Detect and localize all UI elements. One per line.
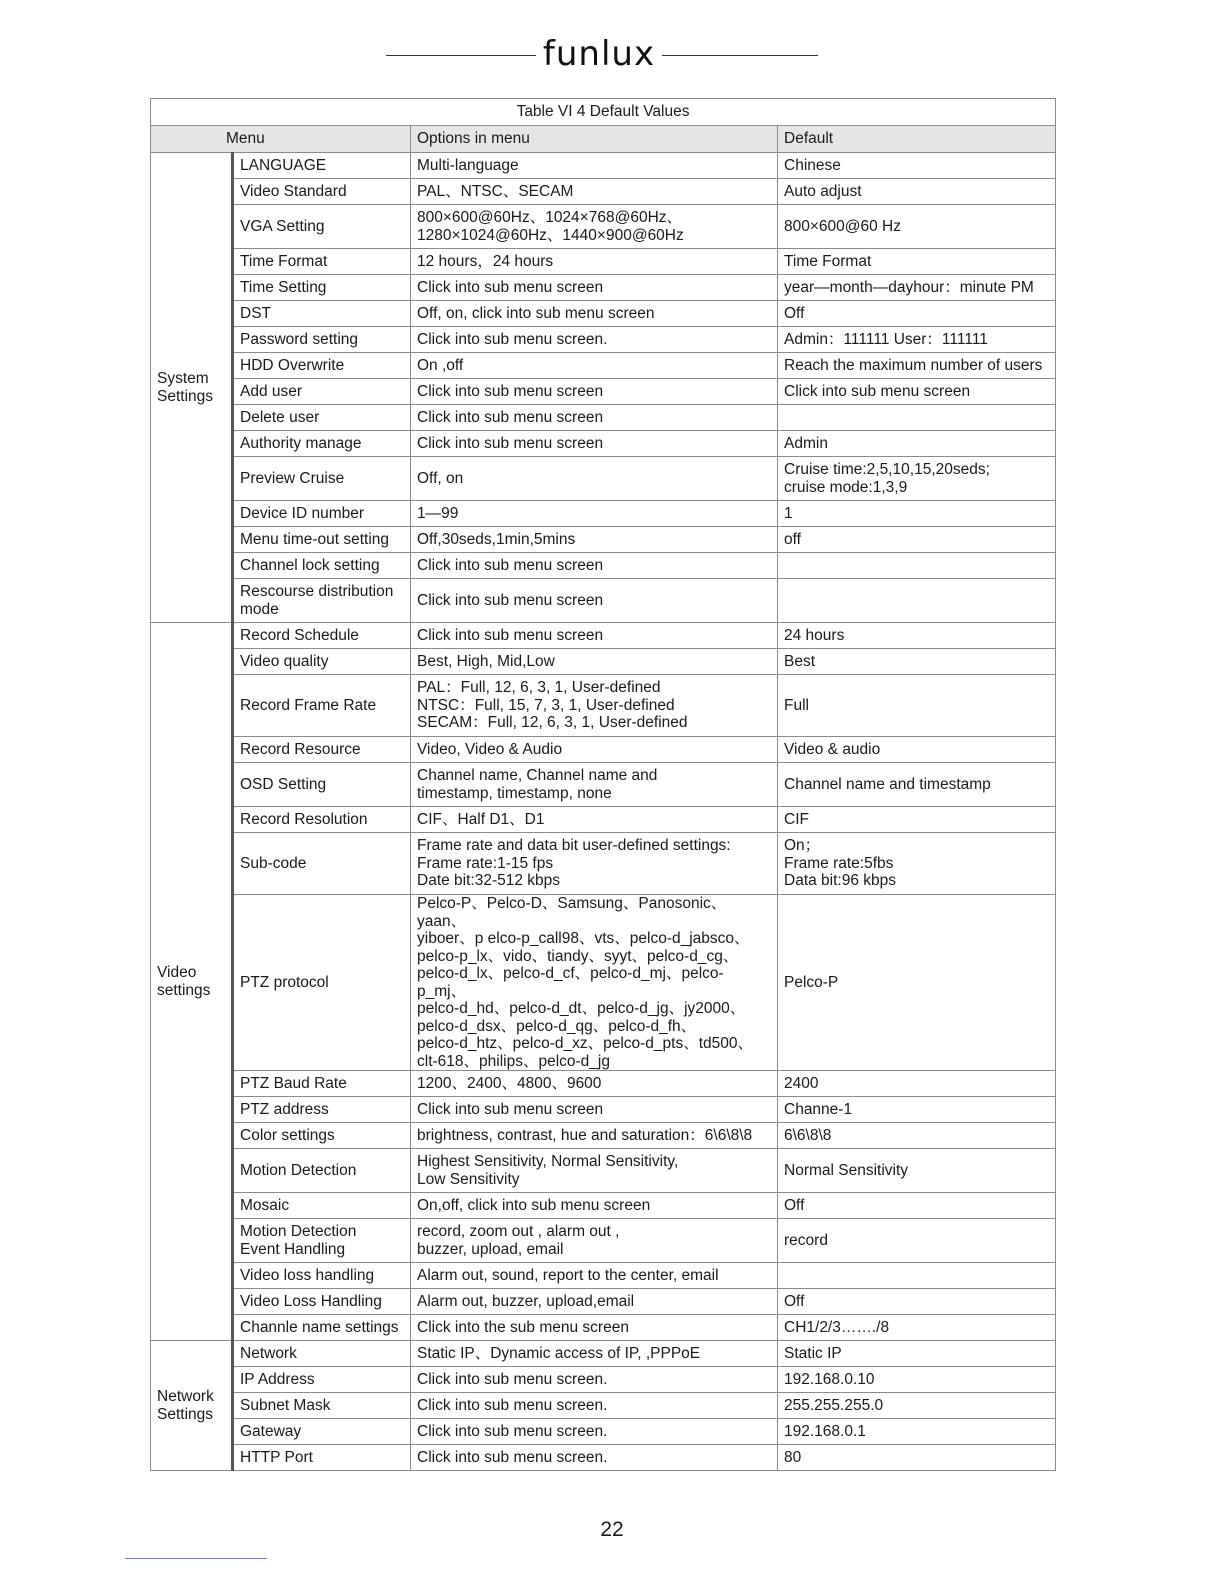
menu-item-cell: IP Address: [233, 1367, 411, 1393]
options-cell: PAL：Full, 12, 6, 3, 1, User-defined NTSC：Full, 15, 7, 3, 1, User-defined SECAM：Full, 12, 6, 3, 1, User-defined: [411, 675, 778, 737]
header-rule-right: [662, 55, 818, 56]
default-cell: Admin: [778, 431, 1056, 457]
table-row: [151, 807, 1056, 833]
table-row: [151, 579, 1056, 623]
default-cell: Chinese: [778, 153, 1056, 179]
menu-item-cell: Authority manage: [233, 431, 411, 457]
table-row: [151, 379, 1056, 405]
default-cell: Cruise time:2,5,10,15,20seds; cruise mode:1,3,9: [778, 457, 1056, 501]
menu-item-cell: VGA Setting: [233, 205, 411, 249]
default-cell: Channel name and timestamp: [778, 763, 1056, 807]
table-row: [151, 1263, 1056, 1289]
menu-item-cell: Time Setting: [233, 275, 411, 301]
menu-item-cell: Network: [233, 1341, 411, 1367]
menu-item-cell: Video Standard: [233, 179, 411, 205]
menu-item-cell: Add user: [233, 379, 411, 405]
menu-item-cell: Device ID number: [233, 501, 411, 527]
menu-item-cell: Menu time-out setting: [233, 527, 411, 553]
page-number: 22: [600, 1518, 624, 1541]
table-row: [151, 737, 1056, 763]
table-row: [151, 205, 1056, 249]
default-cell: Pelco-P: [778, 895, 1056, 1071]
default-cell: Channe-1: [778, 1097, 1056, 1123]
options-cell: Click into sub menu screen.: [411, 1393, 778, 1419]
options-cell: 1—99: [411, 501, 778, 527]
brand-logo: funlux: [542, 34, 656, 74]
group-label-network: Network Settings: [151, 1341, 233, 1471]
options-cell: Click into sub menu screen: [411, 275, 778, 301]
menu-item-cell: DST: [233, 301, 411, 327]
menu-item-cell: Record Resolution: [233, 807, 411, 833]
menu-item-cell: Video Loss Handling: [233, 1289, 411, 1315]
options-cell: brightness, contrast, hue and saturation：6\6\8\8: [411, 1123, 778, 1149]
options-cell: Click into sub menu screen: [411, 431, 778, 457]
table-row: [151, 1289, 1056, 1315]
options-cell: PAL、NTSC、SECAM: [411, 179, 778, 205]
menu-item-cell: Time Format: [233, 249, 411, 275]
table-row: [151, 895, 1056, 1071]
table-row: [151, 527, 1056, 553]
options-cell: Click into the sub menu screen: [411, 1315, 778, 1341]
default-cell: 80: [778, 1445, 1056, 1471]
table-row: [151, 1123, 1056, 1149]
menu-item-cell: HTTP Port: [233, 1445, 411, 1471]
default-cell: CIF: [778, 807, 1056, 833]
menu-item-cell: Preview Cruise: [233, 457, 411, 501]
options-cell: Alarm out, sound, report to the center, email: [411, 1263, 778, 1289]
default-cell: 255.255.255.0: [778, 1393, 1056, 1419]
header-default: Default: [778, 126, 1056, 153]
default-values-table: [150, 98, 1056, 1471]
group-label-system: System Settings: [151, 153, 233, 623]
options-cell: Video, Video & Audio: [411, 737, 778, 763]
default-cell: Best: [778, 649, 1056, 675]
table-row: [151, 1097, 1056, 1123]
options-cell: Frame rate and data bit user-defined settings: Frame rate:1-15 fps Date bit:32-512 kbps: [411, 833, 778, 895]
menu-item-cell: Delete user: [233, 405, 411, 431]
table-row: [151, 763, 1056, 807]
options-cell: record, zoom out , alarm out , buzzer, upload, email: [411, 1219, 778, 1263]
table-row: [151, 649, 1056, 675]
options-cell: Off,30seds,1min,5mins: [411, 527, 778, 553]
options-cell: On,off, click into sub menu screen: [411, 1193, 778, 1219]
header-menu: Menu: [151, 126, 411, 153]
table-row: [151, 1149, 1056, 1193]
options-cell: Click into sub menu screen: [411, 379, 778, 405]
table-row: [151, 1219, 1056, 1263]
default-cell: Normal Sensitivity: [778, 1149, 1056, 1193]
default-cell: 800×600@60 Hz: [778, 205, 1056, 249]
options-cell: Off, on: [411, 457, 778, 501]
options-cell: Channel name, Channel name and timestamp, timestamp, none: [411, 763, 778, 807]
table-row: [151, 1445, 1056, 1471]
menu-item-cell: LANGUAGE: [233, 153, 411, 179]
table-row: [151, 553, 1056, 579]
menu-item-cell: Password setting: [233, 327, 411, 353]
table-header-row: [151, 126, 1056, 153]
options-cell: Click into sub menu screen: [411, 1097, 778, 1123]
table-row: [151, 1393, 1056, 1419]
table-row: [151, 327, 1056, 353]
table-row: [151, 1419, 1056, 1445]
table-row: [151, 275, 1056, 301]
default-cell: CH1/2/3……./8: [778, 1315, 1056, 1341]
options-cell: Click into sub menu screen: [411, 553, 778, 579]
options-cell: CIF、Half D1、D1: [411, 807, 778, 833]
options-cell: 1200、2400、4800、9600: [411, 1071, 778, 1097]
default-cell: Time Format: [778, 249, 1056, 275]
table-row: [151, 249, 1056, 275]
default-cell: 24 hours: [778, 623, 1056, 649]
menu-item-cell: Channle name settings: [233, 1315, 411, 1341]
default-cell: Auto adjust: [778, 179, 1056, 205]
default-cell: Full: [778, 675, 1056, 737]
menu-item-cell: Channel lock setting: [233, 553, 411, 579]
table-title: Table VI 4 Default Values: [151, 99, 1056, 126]
menu-item-cell: Color settings: [233, 1123, 411, 1149]
menu-item-cell: PTZ address: [233, 1097, 411, 1123]
default-cell: On； Frame rate:5fbs Data bit:96 kbps: [778, 833, 1056, 895]
default-cell: Reach the maximum number of users: [778, 353, 1056, 379]
group-label-video: Video settings: [151, 623, 233, 1341]
menu-item-cell: Motion Detection Event Handling: [233, 1219, 411, 1263]
menu-item-cell: Sub-code: [233, 833, 411, 895]
options-cell: Click into sub menu screen.: [411, 1419, 778, 1445]
options-cell: On ,off: [411, 353, 778, 379]
menu-item-cell: PTZ Baud Rate: [233, 1071, 411, 1097]
default-cell: 2400: [778, 1071, 1056, 1097]
menu-item-cell: Gateway: [233, 1419, 411, 1445]
table-row: [151, 179, 1056, 205]
menu-item-cell: Record Resource: [233, 737, 411, 763]
options-cell: Click into sub menu screen: [411, 623, 778, 649]
options-cell: Off, on, click into sub menu screen: [411, 301, 778, 327]
menu-item-cell: OSD Setting: [233, 763, 411, 807]
default-cell: 192.168.0.10: [778, 1367, 1056, 1393]
page-header: [0, 30, 1224, 78]
table-row: [151, 623, 1056, 649]
options-cell: Multi-language: [411, 153, 778, 179]
options-cell: 800×600@60Hz、1024×768@60Hz、 1280×1024@60Hz、1440×900@60Hz: [411, 205, 778, 249]
table-row: [151, 1315, 1056, 1341]
header-rule-left: [386, 55, 536, 56]
table-row: [151, 301, 1056, 327]
table-row: [151, 431, 1056, 457]
table-row: [151, 1071, 1056, 1097]
menu-item-cell: Rescourse distribution mode: [233, 579, 411, 623]
options-cell: Click into sub menu screen: [411, 405, 778, 431]
options-cell: Click into sub menu screen.: [411, 1367, 778, 1393]
table-row: [151, 833, 1056, 895]
table-body: [151, 153, 1056, 1471]
table-row: [151, 405, 1056, 431]
menu-item-cell: Video quality: [233, 649, 411, 675]
table-row: [151, 1367, 1056, 1393]
footer-rule: [125, 1558, 267, 1559]
menu-item-cell: HDD Overwrite: [233, 353, 411, 379]
options-cell: Best, High, Mid,Low: [411, 649, 778, 675]
default-cell: record: [778, 1219, 1056, 1263]
options-cell: Click into sub menu screen: [411, 579, 778, 623]
default-cell: [778, 1263, 1056, 1289]
default-cell: Off: [778, 1289, 1056, 1315]
options-cell: 12 hours，24 hours: [411, 249, 778, 275]
options-cell: Alarm out, buzzer, upload,email: [411, 1289, 778, 1315]
default-cell: [778, 553, 1056, 579]
table-row: [151, 675, 1056, 737]
table-row: [151, 153, 1056, 179]
table-row: [151, 353, 1056, 379]
default-cell: 192.168.0.1: [778, 1419, 1056, 1445]
table-row: [151, 1341, 1056, 1367]
default-cell: off: [778, 527, 1056, 553]
table-row: [151, 457, 1056, 501]
default-cell: Video & audio: [778, 737, 1056, 763]
menu-item-cell: Motion Detection: [233, 1149, 411, 1193]
options-cell: Pelco-P、Pelco-D、Samsung、Panosonic、yaan、 yiboer、p elco-p_call98、vts、pelco-d_jabsco、 pelco-p_lx、vido、tiandy、syyt、pelco-d_cg、 pelco-d_lx、pelco-d_cf、pelco-d_mj、pelco-p_mj、 pelco-d_hd、pelco-d_dt、pelco-d_jg、jy2000、 pelco-d_dsx、pelco-d_qg、pelco-d_fh、 pelco-d_htz、pelco-d_xz、pelco-d_pts、td500、 clt-618、philips、pelco-d_jg: [411, 895, 778, 1071]
default-cell: Click into sub menu screen: [778, 379, 1056, 405]
default-cell: year—month—dayhour：minute PM: [778, 275, 1056, 301]
header-options: Options in menu: [411, 126, 778, 153]
options-cell: Static IP、Dynamic access of IP, ,PPPoE: [411, 1341, 778, 1367]
default-cell: 6\6\8\8: [778, 1123, 1056, 1149]
menu-item-cell: Video loss handling: [233, 1263, 411, 1289]
default-cell: Off: [778, 1193, 1056, 1219]
menu-item-cell: PTZ protocol: [233, 895, 411, 1071]
options-cell: Click into sub menu screen.: [411, 1445, 778, 1471]
default-cell: Off: [778, 301, 1056, 327]
default-cell: Static IP: [778, 1341, 1056, 1367]
menu-item-cell: Subnet Mask: [233, 1393, 411, 1419]
table-row: [151, 1193, 1056, 1219]
default-cell: [778, 579, 1056, 623]
default-cell: [778, 405, 1056, 431]
default-cell: 1: [778, 501, 1056, 527]
options-cell: Click into sub menu screen.: [411, 327, 778, 353]
menu-item-cell: Mosaic: [233, 1193, 411, 1219]
default-cell: Admin：111111 User：111111: [778, 327, 1056, 353]
menu-item-cell: Record Frame Rate: [233, 675, 411, 737]
table-row: [151, 501, 1056, 527]
options-cell: Highest Sensitivity, Normal Sensitivity, Low Sensitivity: [411, 1149, 778, 1193]
menu-item-cell: Record Schedule: [233, 623, 411, 649]
